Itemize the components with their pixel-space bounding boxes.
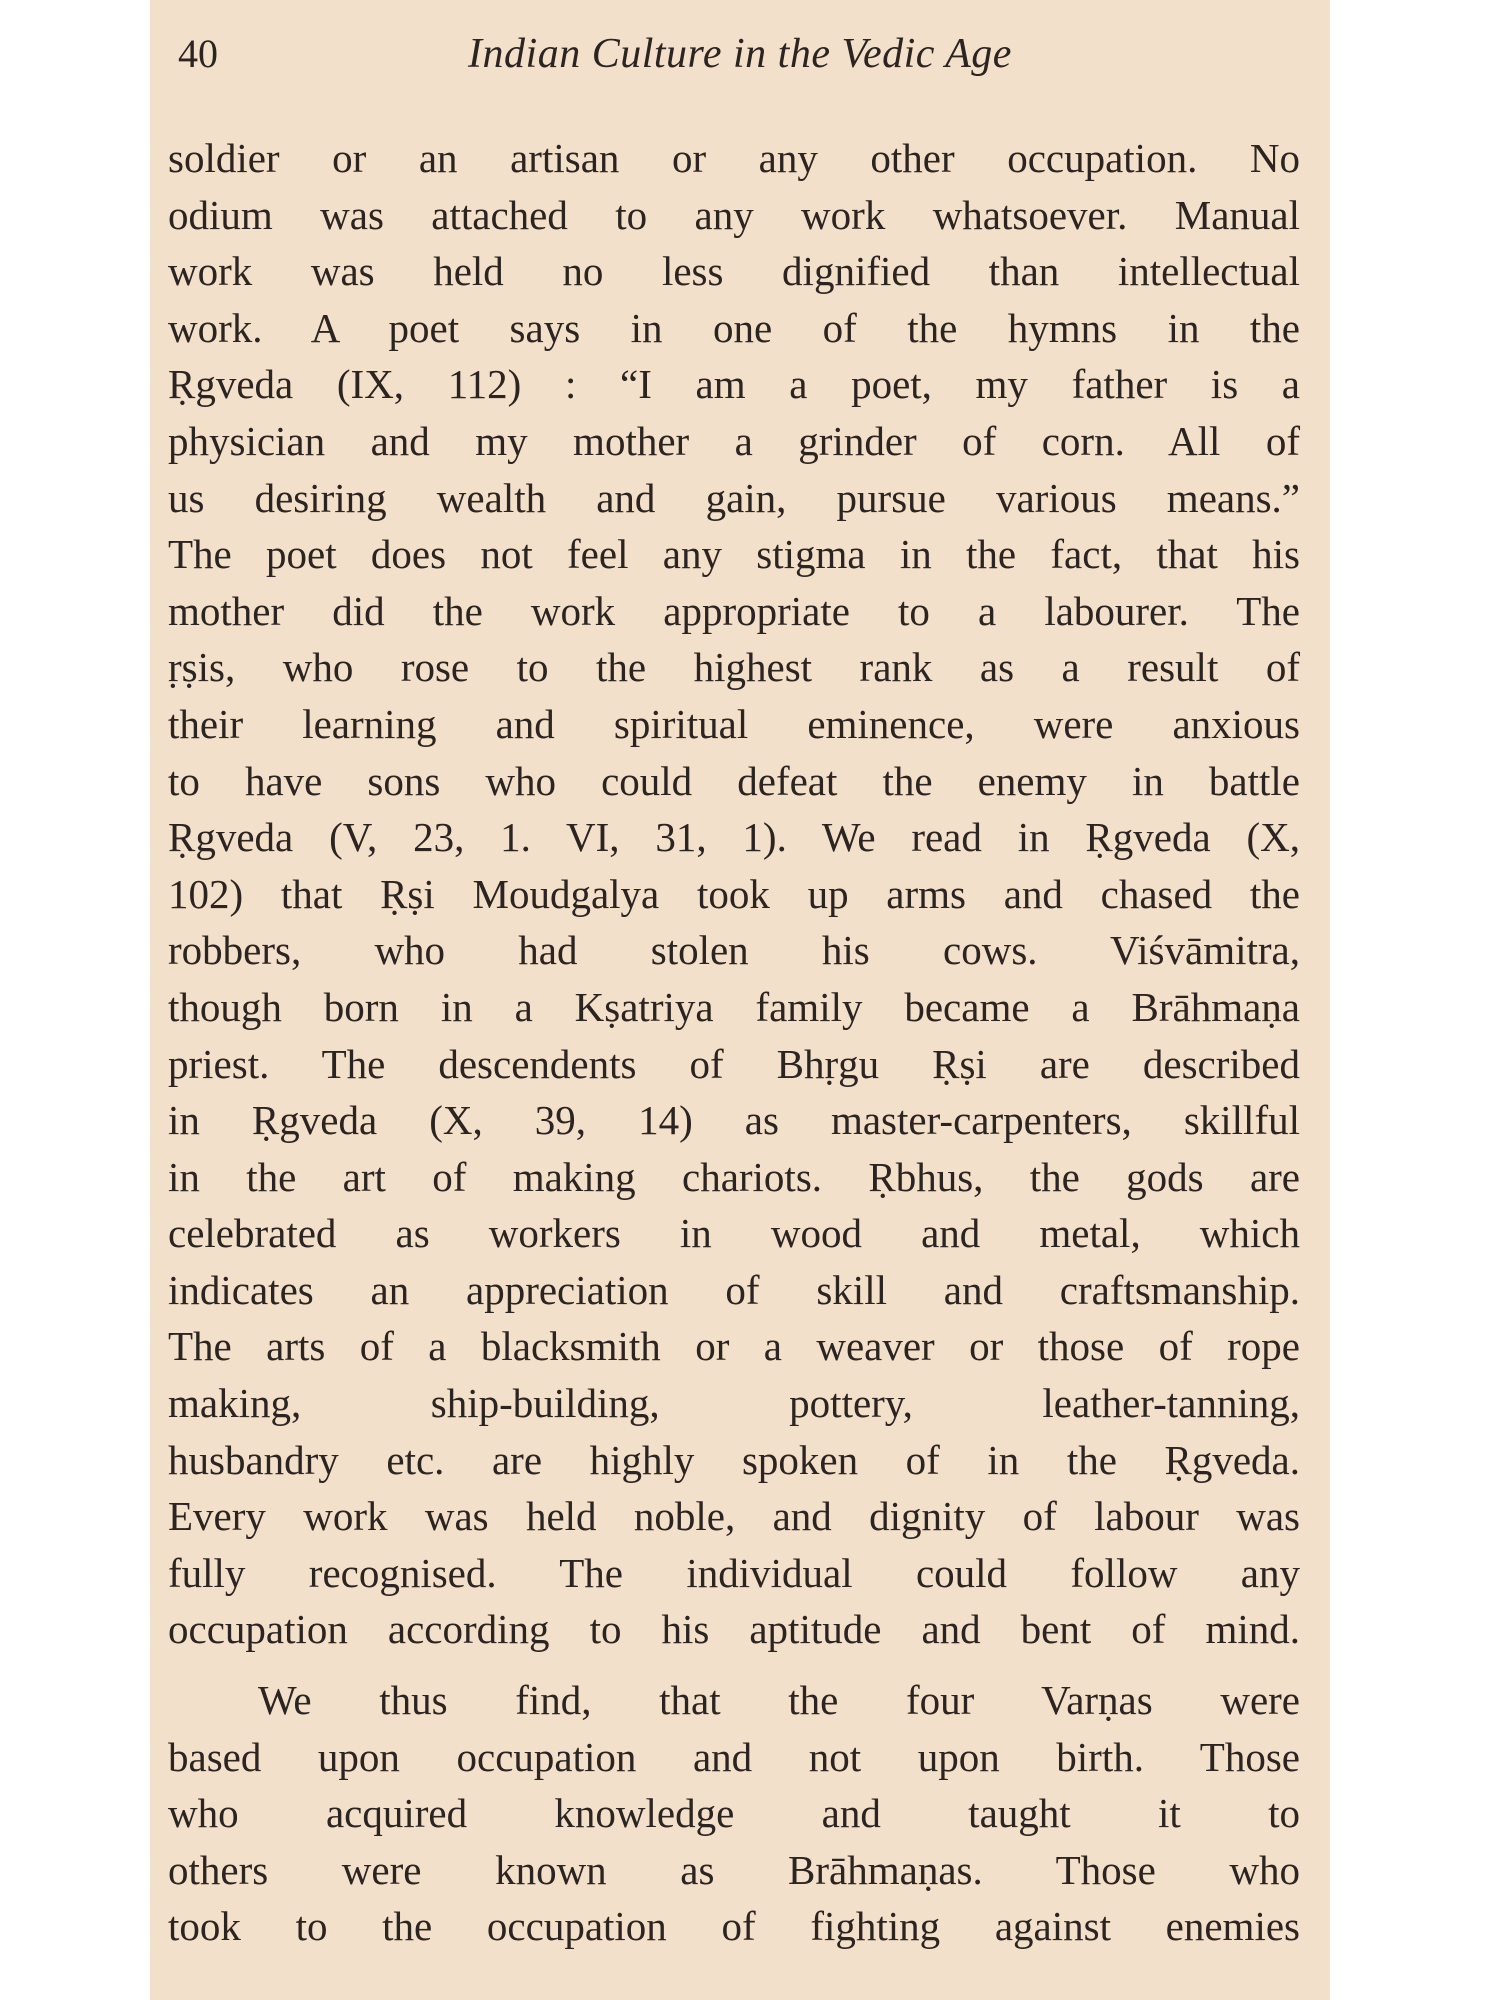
text-line: Every work was held noble, and dignity of labour was <box>168 1493 1300 1540</box>
paragraph-gap <box>168 1658 1300 1672</box>
text-line: fully recognised. The individual could follow any <box>168 1549 1300 1596</box>
text-line: in Ṛgveda (X, 39, 14) as master-carpenters, skillful <box>168 1097 1300 1144</box>
text-line: others were known as Brāhmaṇas. Those who <box>168 1846 1300 1893</box>
text-line: Ṛgveda (V, 23, 1. VI, 31, 1). We read in Ṛgveda (X, <box>168 814 1300 861</box>
page-header <box>150 22 1330 86</box>
text-line: odium was attached to any work whatsoever. Manual <box>168 191 1300 238</box>
page-body <box>168 130 1300 1955</box>
text-line: us desiring wealth and gain, pursue various means.” <box>168 474 1300 521</box>
text-line: took to the occupation of fighting against enemies <box>168 1903 1300 1950</box>
text-line: husbandry etc. are highly spoken of in the Ṛgveda. <box>168 1436 1300 1483</box>
paragraph <box>168 1672 1300 1955</box>
text-line: celebrated as workers in wood and metal, which <box>168 1210 1300 1257</box>
text-line: The poet does not feel any stigma in the fact, that his <box>168 531 1300 578</box>
text-line: soldier or an artisan or any other occupation. No <box>168 135 1300 181</box>
text-line: occupation according to his aptitude and bent of mind. <box>168 1606 1300 1653</box>
text-line: in the art of making chariots. Ṛbhus, the gods are <box>168 1153 1300 1200</box>
running-title: Indian Culture in the Vedic Age <box>468 31 1012 77</box>
text-line: 102) that Ṛṣi Moudgalya took up arms and chased the <box>168 870 1300 917</box>
text-line: mother did the work appropriate to a labourer. The <box>168 587 1300 634</box>
text-line: their learning and spiritual eminence, were anxious <box>168 700 1300 747</box>
text-line: based upon occupation and not upon birth. Those <box>168 1733 1300 1780</box>
text-line: indicates an appreciation of skill and craftsmanship. <box>168 1266 1300 1313</box>
text-line: robbers, who had stolen his cows. Viśvāmitra, <box>168 927 1300 974</box>
text-line: We thus find, that the four Varṇas were <box>258 1677 1300 1724</box>
text-line: to have sons who could defeat the enemy in battle <box>168 757 1300 804</box>
text-line: making, ship-building, pottery, leather-tanning, <box>168 1380 1300 1427</box>
text-line: The arts of a blacksmith or a weaver or those of rope <box>168 1323 1300 1370</box>
text-line: work was held no less dignified than intellectual <box>168 248 1300 295</box>
text-line: ṛṣis, who rose to the highest rank as a result of <box>168 644 1300 691</box>
text-line: though born in a Kṣatriya family became a Brāhmaṇa <box>168 983 1300 1030</box>
text-line: who acquired knowledge and taught it to <box>168 1790 1300 1837</box>
text-line: Ṛgveda (IX, 112) : “I am a poet, my father is a <box>168 361 1300 408</box>
text-line: work. A poet says in one of the hymns in the <box>168 304 1300 351</box>
paragraph <box>168 130 1300 1658</box>
book-page <box>150 0 1330 2000</box>
text-line: priest. The descendents of Bhṛgu Ṛṣi are described <box>168 1040 1300 1087</box>
text-line: physician and my mother a grinder of corn. All of <box>168 417 1300 464</box>
page-number: 40 <box>178 31 218 76</box>
